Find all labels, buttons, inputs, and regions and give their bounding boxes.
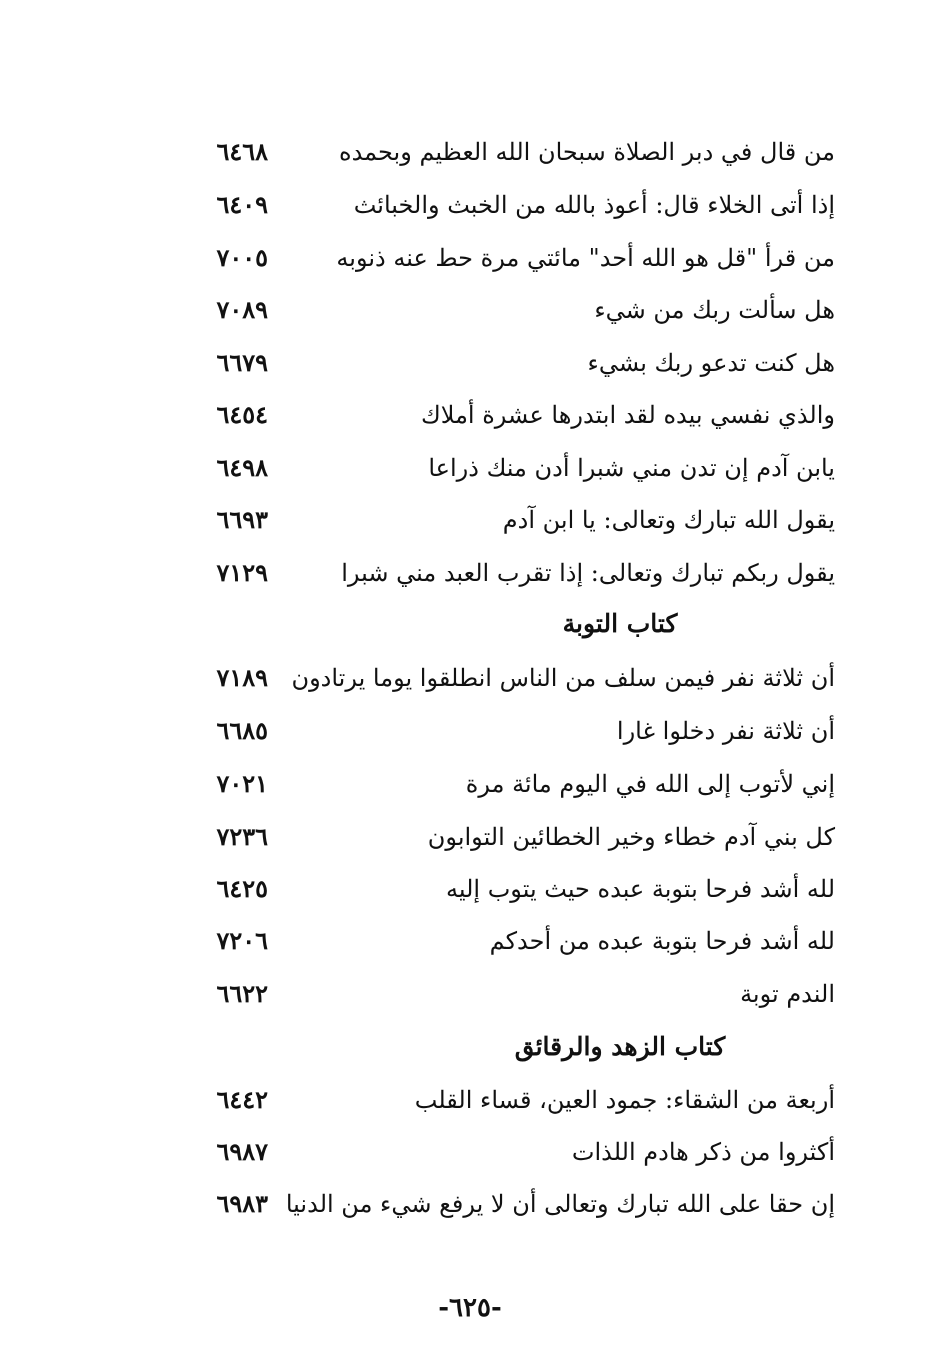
index-entry (0, 974, 939, 1014)
entry-number: ٧٠٨٩ (216, 295, 268, 324)
entry-number: ٧٢٣٦ (216, 822, 268, 851)
entry-text: إن حقا على الله تبارك وتعالى أن لا يرفع شيء من الدنيا (285, 1190, 835, 1218)
entry-text: هل كنت تدعو ربك بشيء (587, 349, 835, 377)
page-number: -٦٢٥- (438, 1293, 502, 1323)
entry-number: ٦٦٨٥ (216, 716, 268, 745)
entry-text: إني لأتوب إلى الله في اليوم مائة مرة (465, 770, 835, 798)
entry-number: ٦٤٢٥ (216, 874, 268, 903)
entry-number: ٦٤٩٨ (216, 453, 268, 482)
entry-number: ٦٤٠٩ (216, 190, 268, 219)
index-entry (0, 500, 939, 540)
entry-text: لله أشد فرحا بتوبة عبده من أحدكم (489, 927, 835, 955)
index-entry (0, 711, 939, 751)
index-entry (0, 869, 939, 909)
entry-text: من قرأ "قل هو الله أحد" مائتي مرة حط عنه ذنوبه (336, 244, 835, 272)
entry-number: ٧١٨٩ (216, 663, 268, 692)
index-entry (0, 448, 939, 488)
entry-text: والذي نفسي بيده لقد ابتدرها عشرة أملاك (420, 401, 835, 429)
index-entry (0, 1184, 939, 1224)
index-entry (0, 921, 939, 961)
entry-number: ٧٠٢١ (216, 769, 268, 798)
index-entry (0, 553, 939, 593)
entry-text: يقول الله تبارك وتعالى: يا ابن آدم (502, 506, 835, 534)
entry-number: ٦٦٩٣ (216, 505, 268, 534)
entry-number: ٦٤٥٤ (216, 400, 268, 429)
index-entry (0, 395, 939, 435)
index-entry (0, 1132, 939, 1172)
page-footer (0, 1288, 939, 1328)
entry-text: أكثروا من ذكر هادم اللذات (571, 1138, 835, 1166)
entry-number: ٦٤٤٢ (216, 1085, 268, 1114)
entry-text: من قال في دبر الصلاة سبحان الله العظيم وبحمده (339, 138, 835, 166)
entry-number: ٧٠٠٥ (216, 243, 268, 272)
entry-text: لله أشد فرحا بتوبة عبده حيث يتوب إليه (445, 875, 835, 903)
entry-number: ٦٩٨٧ (216, 1137, 268, 1166)
index-entry (0, 1080, 939, 1120)
entry-number: ٧٢٠٦ (216, 926, 268, 955)
section-heading-tawba (0, 602, 939, 646)
index-entry (0, 290, 939, 330)
entry-number: ٧١٢٩ (216, 558, 268, 587)
entry-text: الندم توبة (740, 980, 835, 1008)
entry-text: أن ثلاثة نفر فيمن سلف من الناس انطلقوا يوما يرتادون (291, 664, 835, 692)
entry-text: أن ثلاثة نفر دخلوا غارا (616, 717, 835, 745)
index-entry (0, 132, 939, 172)
entry-number: ٦٦٢٢ (216, 979, 268, 1008)
entry-text: يابن آدم إن تدن مني شبرا أدن منك ذراعا (428, 454, 835, 482)
entry-text: كل بني آدم خطاء وخير الخطائين التوابون (427, 823, 835, 851)
index-entry (0, 343, 939, 383)
index-entry (0, 238, 939, 278)
index-entry (0, 764, 939, 804)
section-title: كتاب التوبة (562, 609, 678, 638)
index-entry (0, 658, 939, 698)
entry-text: إذا أتى الخلاء قال: أعوذ بالله من الخبث والخبائث (353, 191, 835, 219)
entry-text: أربعة من الشقاء: جمود العين، قساء القلب (414, 1086, 835, 1114)
section-title: كتاب الزهد والرقائق (514, 1032, 726, 1061)
section-heading-zuhd (0, 1025, 939, 1069)
entry-number: ٦٦٧٩ (216, 348, 268, 377)
entry-text: يقول ربكم تبارك وتعالى: إذا تقرب العبد مني شبرا (341, 559, 835, 587)
index-entry (0, 185, 939, 225)
index-entry (0, 817, 939, 857)
entry-number: ٦٤٦٨ (216, 137, 268, 166)
entry-text: هل سألت ربك من شيء (594, 296, 835, 324)
entry-number: ٦٩٨٣ (216, 1189, 268, 1218)
